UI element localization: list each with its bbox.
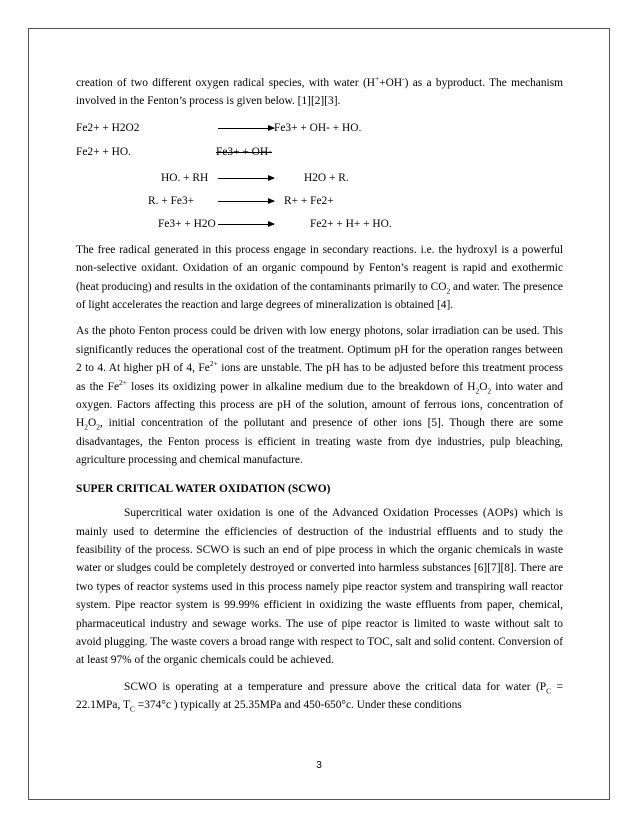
paragraph-photo-fenton: As the photo Fenton process could be driven with low energy photons, solar irradiation can be used. This significantly reduces the operational cost of the treatment. Optimum pH for the operation ranges between 2 to 4. At higher pH of 4, $Fe^{2+}$ ions are unstable. The pH has to be adjusted before this treatment process as the $Fe^{2+}$ loses its oxidizing power in alkaline medium due to the breakdown of $H_2O_2$ into water and oxygen. Factors affecting this process are pH of the solution, amount of ferrous ions, concentration of $H_2O_2$, initial concentration of the pollutant and presence of other ions [5]. Though there are some disadvantages, the Fenton process is efficient in treating waste from dye industries, pulp bleaching, agriculture processing and chemical manufacture. [76, 325, 563, 467]
reaction-arrow [218, 128, 274, 129]
equation-2-left: Fe2+ + HO. [76, 145, 131, 158]
reaction-arrow [218, 201, 274, 202]
equation-5-left: Fe3+ + H2O [158, 217, 216, 230]
equation-1-right: Fe3+ + OH- + HO. [274, 121, 362, 134]
equation-3-right: H2O + R. [304, 171, 349, 184]
paragraph-scwo-2: SCWO is operating at a temperature and pressure above the critical data for water ($P_C = 22.1MPa$, $T_C =374^\circ c$ ) typically at 25.35MPa and 450-650°c. Under these conditions [76, 680, 563, 714]
equation-1-left: Fe2+ + H2O2 [76, 121, 140, 134]
reaction-arrow [218, 178, 274, 179]
equation-2-right: Fe3+ + OH- [216, 145, 272, 158]
equation-1 [76, 119, 563, 137]
document-body [76, 74, 563, 715]
equation-5 [76, 215, 563, 233]
equation-2 [76, 143, 563, 161]
equation-5-right: Fe2+ + H+ + HO. [310, 217, 392, 230]
equation-3-left: HO. + RH [161, 171, 209, 184]
strikethrough-arrow [216, 152, 272, 153]
reaction-arrow [218, 224, 274, 225]
page-number: 3 [316, 760, 322, 771]
equation-4-left: R. + Fe3+ [148, 194, 195, 207]
paragraph-intro: creation of two different oxygen radical species, with water (H++OH-) as a byproduct. The mechanism involved in the Fenton’s process is given below. [1][2][3]. [76, 74, 563, 108]
paragraph-scwo-1: Supercritical water oxidation is one of the Advanced Oxidation Processes (AOPs) which is mainly used to determine the efficiencies of destruction of the industrial effluents and to study the feasibility of the process. SCWO is such an end of pipe process in which the organic chemicals in waste water or sludges could be completely destroyed or converted into harmless substances [6][7][8]. There are two types of reactor systems used in this process namely pipe reactor system and transpiring wall reactor system. Pipe reactor system is 99.99% efficient in oxidizing the waste effluents from paper, chemical, pharmaceutical industry and sewage works. The use of pipe reactor is limited to waste without salt to avoid plugging. The waste covers a broad range with respect to TOC, salt and solid content. Conversion of at least 97% of the organic chemicals could be achieved. [76, 507, 563, 667]
equation-4-right: R+ + Fe2+ [284, 194, 334, 207]
paragraph-free-radical: The free radical generated in this process engage in secondary reactions. i.e. the hydroxyl is a powerful non-selective oxidant. Oxidation of an organic compound by Fenton’s reagent is rapid and exothermic (heat producing) and results in the oxidation of the contaminants primarily to $CO_2$ and water. The presence of light accelerates the reaction and large degrees of mineralization is obtained [4]. [76, 243, 563, 312]
equation-3 [76, 169, 563, 187]
equation-4 [76, 192, 563, 210]
section-heading-scwo: SUPER CRITICAL WATER OXIDATION (SCWO) [76, 482, 331, 495]
